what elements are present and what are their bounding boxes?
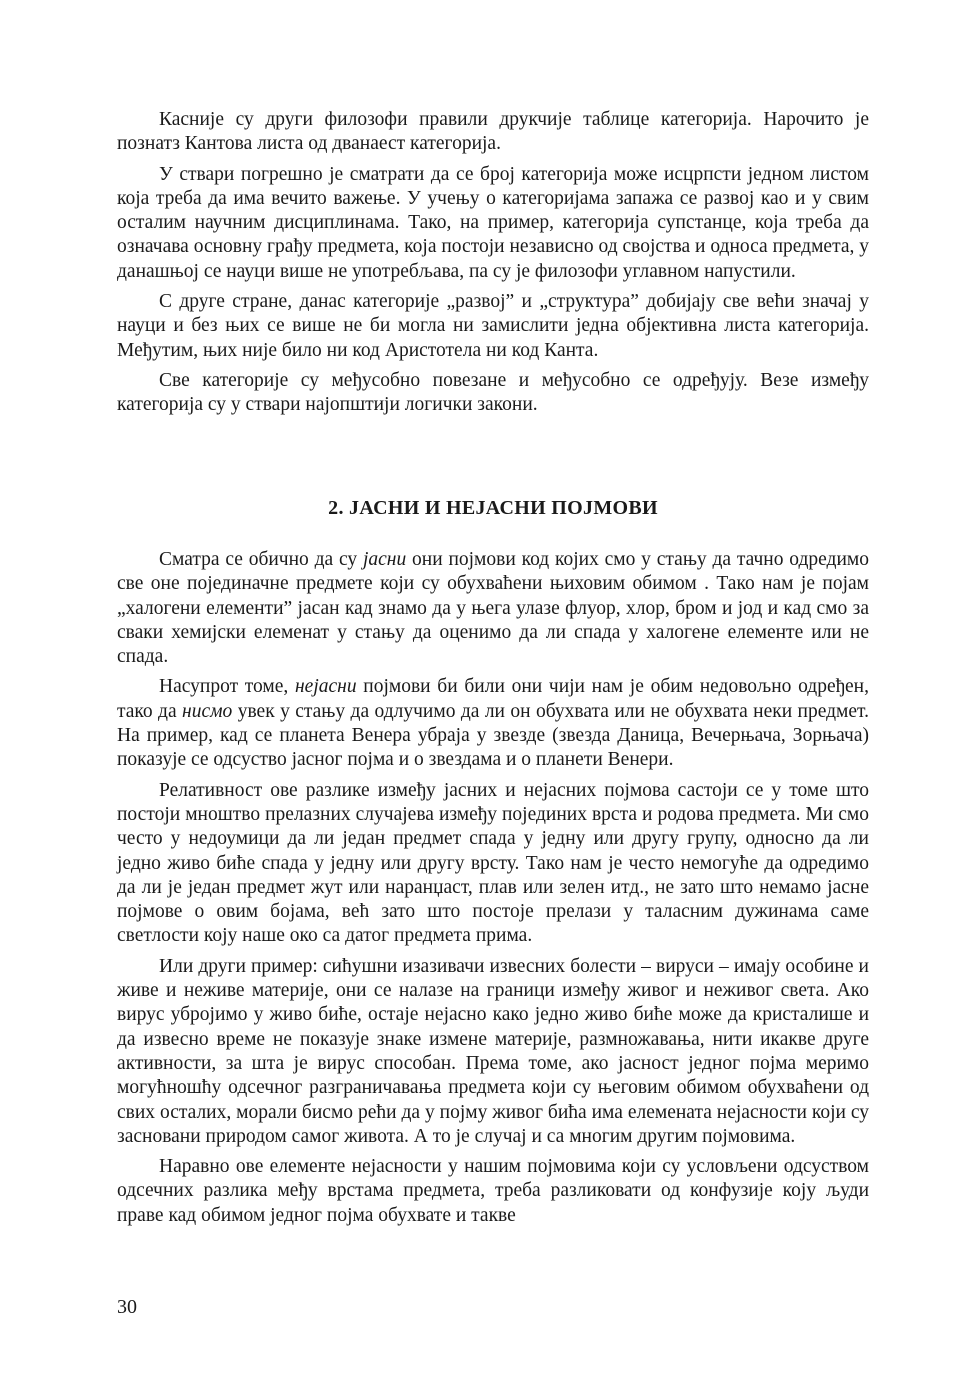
paragraph: Касније су други филозофи правили друкчије таблице категорија. Нарочито је познатз Кантова листа од дванаест категорија. xyxy=(117,109,869,155)
paragraph: Или други пример: сићушни изазивачи извесних болести – вируси – имају особине и живе и неживе материје, они се налазе на граници између живог и неживог света. Ако вирус убројимо у живо биће, остаје нејасно како једно живо биће може да кристалише и да извесно време не показује знаке измене материје, размножавања, нити икакве друге активности, за шта је вирус способан. Према томе, ако јасност једног појма меримо могућношћу одсечног разграничавања предмета који су његовим обимом обухваћени од свих осталих, морали бисмо рећи да у појму живог бића има елемената нејасности који су засновани природом самог живота. А то је случај и са многим другим појмовима. xyxy=(117,955,869,1147)
italic-term: јасни xyxy=(362,549,407,570)
text-run: појмови би били они чији нам је обим недовољно одређен, тако да xyxy=(117,676,869,722)
text-run: Насупрот томе, xyxy=(159,676,295,698)
italic-term: нејасни xyxy=(295,676,357,698)
italic-term: нисмо xyxy=(182,700,233,722)
text-run: они појмови код којих смо у стању да тачно одредимо све оне појединачне предмете који су обухваћени њиховим обимом . Тако нам је појам „халогени елементи” јасан кад знамо да у њега улазе флуор, хлор, бром и јод и кад смо за сваки хемијски елеменат у стању да оценимо да ли спада у халогене елементе или не спада. xyxy=(117,549,869,668)
page-number: 30 xyxy=(117,1296,137,1318)
paragraph: Све категорије су међусобно повезане и међусобно се одређују. Везе између категорија су у ствари најопштији логички закони. xyxy=(117,369,869,416)
text-run: Сматра се обично да су xyxy=(159,549,363,570)
section-text-block xyxy=(117,548,869,1234)
paragraph: Наравно ове елементе нејасности у нашим појмовима који су условљени одсуством одсечних разлика међу врстама предмета, треба разликовати од конфузије коју људи праве кад обимом једног појма обухвате и такве xyxy=(117,1156,869,1226)
intro-text-block xyxy=(117,108,869,424)
paragraph xyxy=(117,548,869,669)
paragraph: С друге стране, данас категорије „развој” и „структура” добијају све већи значај у науци и без њих се више не би могла ни замислити једна објективна листа категорија. Међутим, њих није било ни код Аристотела ни код Канта. xyxy=(117,291,869,361)
section-heading: 2. ЈАСНИ И НЕЈАСНИ ПОЈМОВИ xyxy=(328,497,658,519)
text-run: увек у стању да одлучимо да ли он обухвата или не обухвата неки предмет. На пример, кад се планета Венера убраја у звезде (звезда Даница, Вечерњача, Зорњача) показује се одсуство јасног појма и о звездама и о планети Венери. xyxy=(117,700,869,771)
paragraph xyxy=(117,675,869,772)
paragraph: Релативност ове разлике између јасних и нејасних појмова састоји се у томе што постоји мноштво прелазних случајева између појединих врста и родова предмета. Ми смо често у недоумици да ли један предмет спада у једну или другу групу, односно да ли једно живо биће спада у једну или другу врсту. Тако нам је често немогуће да одредимо да ли је један предмет жут или наранџаст, плав или зелен итд., не зато што немамо јасне појмове о овим бојама, већ зато што постоје прелази у таласним дужинама саме светлости коју наше око са датог предмета прима. xyxy=(117,779,869,947)
paragraph: У ствари погрешно је сматрати да се број категорија може исцрпсти једном листом која треба да има вечито важење. У учењу о категоријама запажа се развој као и у свим осталим научним дисциплинама. Тако, на пример, категорија супстанце, која треба да означава основну грађу предмета, која постоји независно од својства и односа предмета, у данашњој се науци више не употребљава, па су је филозофи углавном напустили. xyxy=(117,163,869,282)
